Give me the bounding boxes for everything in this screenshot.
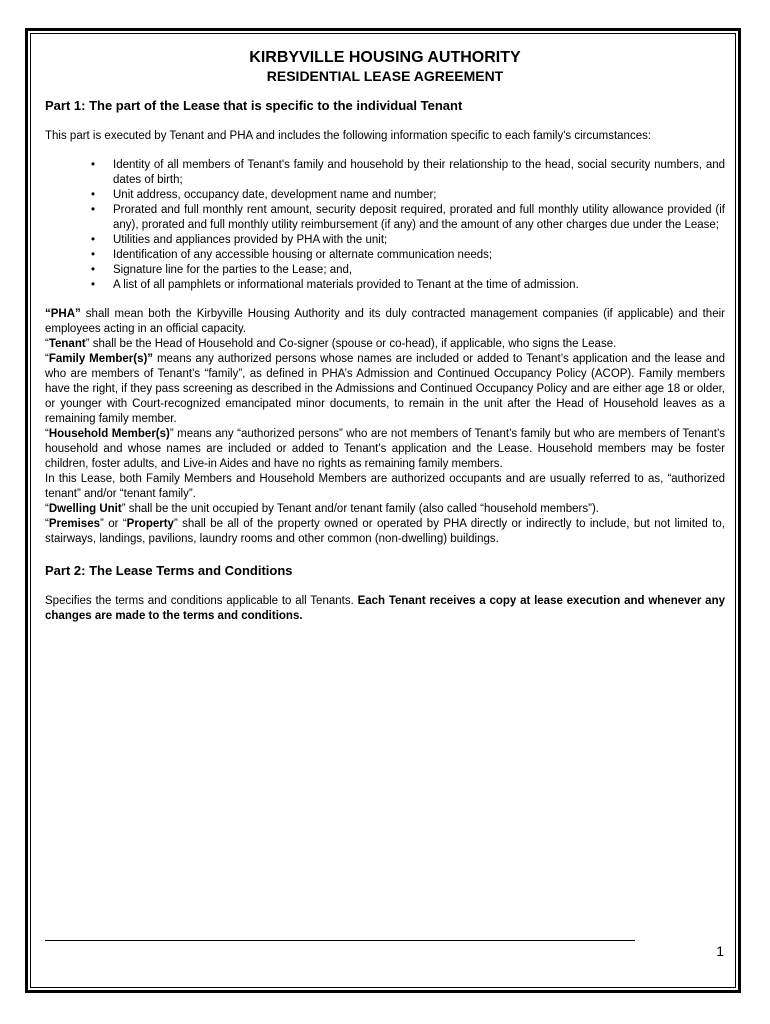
list-item: • Identity of all members of Tenant's family and household by their relationship to the head, social security numbers, and dates of birth; bbox=[91, 159, 725, 186]
definition-authorized-occupants: In this Lease, both Family Members and Household Members are authorized occupants and are usually referred to as, “authorized tenant” and/or “tenant family”. bbox=[45, 473, 725, 500]
definition-household-member: “Household Member(s)” means any “authorized persons” who are not members of Tenant’s family but who are members of Tenant’s household and whose names are included or added to Tenant’s application and the Lease. Household members may be foster children, foster adults, and Live-in Aides and have no rights as remaining family members. bbox=[45, 428, 726, 470]
list-item: • Utilities and appliances provided by PHA with the unit; bbox=[91, 234, 388, 246]
definition-family-member: “Family Member(s)” means any authorized persons whose names are included or added to Tenant’s application and the lease and who are members of Tenant’s “family”, as defined in PHA’s Admission and Continued Occupancy Policy (ACOP). Family members have the right, if they pass screening as described in the Admissions and Continued Occupancy Policy and are either age 18 or older, or younger with Court-recognized emancipated minor documents, to remain in the unit after the Head of Household leaves as a remaining family member. bbox=[45, 353, 725, 425]
list-item: • Signature line for the parties to the Lease; and, bbox=[91, 264, 353, 276]
bullet-icon: • bbox=[91, 234, 96, 246]
list-item: • Identification of any accessible housing or alternate communication needs; bbox=[91, 249, 493, 261]
list-item: • Unit address, occupancy date, development name and number; bbox=[91, 189, 437, 201]
bullet-icon: • bbox=[91, 159, 96, 171]
part2-text: Specifies the terms and conditions applicable to all Tenants. Each Tenant receives a copy at lease execution and whenever any changes are made to the terms and conditions. bbox=[45, 595, 725, 622]
bullet-icon: • bbox=[91, 279, 96, 291]
document-subtitle: RESIDENTIAL LEASE AGREEMENT bbox=[266, 68, 504, 84]
page-number: 1 bbox=[716, 943, 724, 959]
definition-tenant: “Tenant” shall be the Head of Household and Co-signer (spouse or co-head), if applicable, who signs the Lease. bbox=[45, 338, 617, 350]
definitions bbox=[45, 307, 725, 547]
definition-dwelling-unit: “Dwelling Unit” shall be the unit occupied by Tenant and/or tenant family (also called “household members”). bbox=[45, 503, 599, 515]
document-body bbox=[45, 48, 725, 624]
document-title: KIRBYVILLE HOUSING AUTHORITY bbox=[249, 49, 521, 66]
list-item: • A list of all pamphlets or informational materials provided to Tenant at the time of admission. bbox=[91, 279, 579, 291]
bullet-icon: • bbox=[91, 264, 96, 276]
bullet-icon: • bbox=[91, 204, 96, 216]
bullet-icon: • bbox=[91, 249, 96, 261]
bullet-icon: • bbox=[91, 189, 96, 201]
part1-list bbox=[45, 158, 725, 293]
footer-rule bbox=[45, 940, 635, 941]
part1-intro: This part is executed by Tenant and PHA and includes the following information specific to each family's circumstances: bbox=[45, 130, 652, 142]
part2-heading: Part 2: The Lease Terms and Conditions bbox=[45, 563, 293, 578]
list-item: • Prorated and full monthly rent amount, security deposit required, prorated and full monthly utility allowance provided (if any), prorated and full monthly utility reimbursement (if any) and the amount of any other charges due under the Lease; bbox=[91, 204, 725, 231]
definition-pha: “PHA” shall mean both the Kirbyville Housing Authority and its duly contracted management companies (if applicable) and their employees acting in an official capacity. bbox=[45, 308, 725, 335]
definition-premises: “Premises” or “Property” shall be all of the property owned or operated by PHA directly or indirectly to include, but not limited to, stairways, landings, pavilions, laundry rooms and other common (non-dwelling) buildings. bbox=[45, 518, 725, 545]
part1-heading: Part 1: The part of the Lease that is specific to the individual Tenant bbox=[45, 98, 463, 113]
